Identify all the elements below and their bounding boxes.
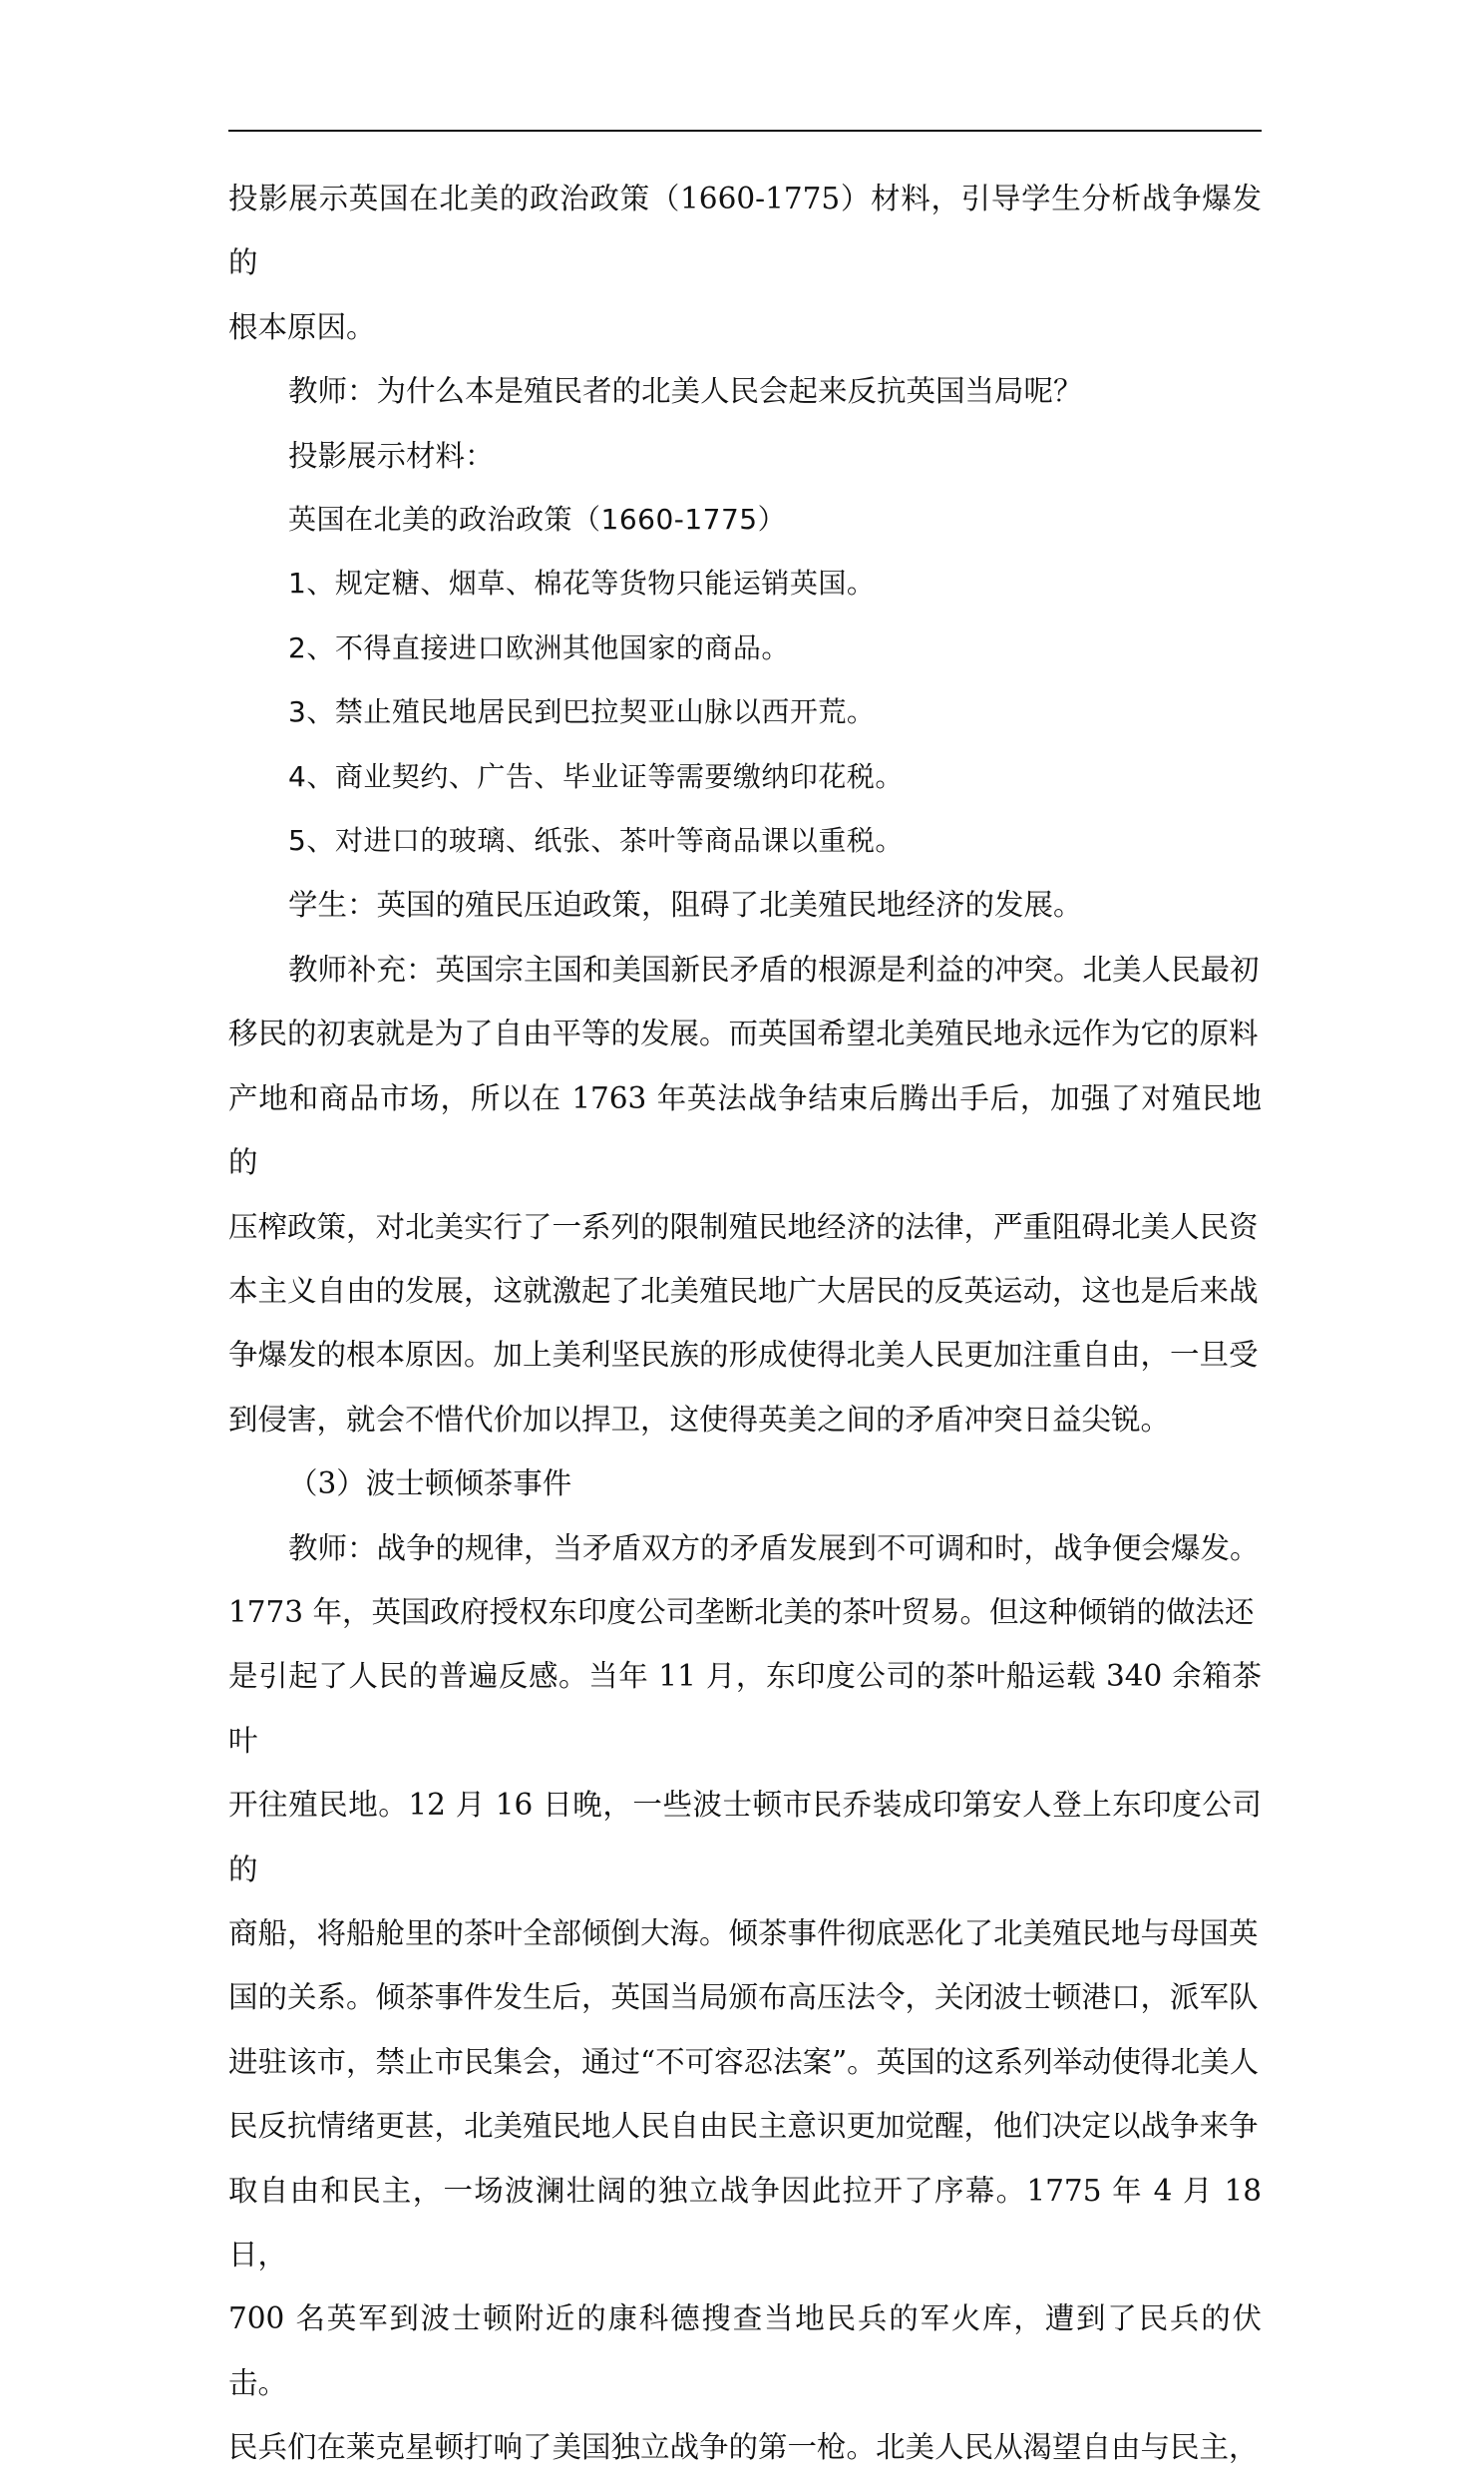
text-line: 取自由和民主，一场波澜壮阔的独立战争因此拉开了序幕。1775 年 4 月 18 日， bbox=[228, 2173, 1262, 2272]
paragraph-intro bbox=[228, 167, 1262, 359]
material-item-5 bbox=[228, 809, 1262, 873]
text-line: 民兵们在莱克星顿打响了美国独立战争的第一枪。北美人民从渴望自由与民主， bbox=[228, 2430, 1259, 2465]
text-line: 进驻该市，禁止市民集会，通过“不可容忍法案”。英国的这系列举动使得北美人 bbox=[228, 2044, 1260, 2079]
text-line: 1773 年，英国政府授权东印度公司垄断北美的茶叶贸易。但这种倾销的做法还 bbox=[228, 1594, 1255, 1629]
text-line: 到侵害，就会不惜代价加以捍卫，这使得英美之间的矛盾冲突日益尖锐。 bbox=[228, 1402, 1171, 1437]
text-line: 1、规定糖、烟草、棉花等货物只能运销英国。 bbox=[288, 567, 876, 601]
text-line: 教师补充：英国宗主国和美国新民矛盾的根源是利益的冲突。北美人民最初 bbox=[288, 952, 1260, 987]
text-line: 教师：战争的规律，当矛盾双方的矛盾发展到不可调和时，战争便会爆发。 bbox=[288, 1530, 1260, 1565]
material-item-3 bbox=[228, 680, 1262, 744]
text-line: 3、禁止殖民地居民到巴拉契亚山脉以西开荒。 bbox=[288, 695, 876, 729]
material-item-1 bbox=[228, 552, 1262, 616]
text-line: 移民的初衷就是为了自由平等的发展。而英国希望北美殖民地永远作为它的原料 bbox=[228, 1017, 1259, 1051]
text-line: 2、不得直接进口欧洲其他国家的商品。 bbox=[288, 630, 790, 664]
material-item-2 bbox=[228, 617, 1262, 680]
text-line: （3）波士顿倾茶事件 bbox=[288, 1466, 572, 1501]
document-body bbox=[228, 167, 1262, 2480]
text-line: 是引起了人民的普遍反感。当年 11 月，东印度公司的茶叶船运载 340 余箱茶叶 bbox=[228, 1659, 1262, 1758]
text-line: 4、商业契约、广告、毕业证等需要缴纳印花税。 bbox=[288, 759, 904, 793]
text-line: 民反抗情绪更甚，北美殖民地人民自由民主意识更加觉醒，他们决定以战争来争 bbox=[228, 2109, 1259, 2144]
text-line: 5、对进口的玻璃、纸张、茶叶等商品课以重税。 bbox=[288, 824, 904, 858]
header-rule bbox=[228, 130, 1262, 132]
text-line: 投影展示英国在北美的政治政策（1660-1775）材料，引导学生分析战争爆发的 bbox=[228, 182, 1262, 280]
material-title bbox=[228, 488, 1262, 552]
text-line: 压榨政策，对北美实行了一系列的限制殖民地经济的法律，严重阻碍北美人民资 bbox=[228, 1209, 1259, 1244]
text-line: 开往殖民地。12 月 16 日晚，一些波士顿市民乔装成印第安人登上东印度公司的 bbox=[228, 1788, 1262, 1886]
text-line: 教师：为什么本是殖民者的北美人民会起来反抗英国当局呢？ bbox=[288, 374, 1083, 409]
section-heading-boston-tea-party bbox=[228, 1451, 1262, 1515]
paragraph-student-answer bbox=[228, 873, 1262, 937]
paragraph-material-intro bbox=[228, 424, 1262, 488]
text-line: 700 名英军到波士顿附近的康科德搜查当地民兵的军火库，遭到了民兵的伏击。 bbox=[228, 2301, 1262, 2400]
text-line: 本主义自由的发展，这就激起了北美殖民地广大居民的反英运动，这也是后来战 bbox=[228, 1273, 1259, 1308]
text-line: 产地和商品市场，所以在 1763 年英法战争结束后腾出手后，加强了对殖民地的 bbox=[228, 1080, 1262, 1180]
text-line: 学生：英国的殖民压迫政策，阻碍了北美殖民地经济的发展。 bbox=[288, 888, 1083, 923]
text-line: 争爆发的根本原因。加上美利坚民族的形成使得北美人民更加注重自由，一旦受 bbox=[228, 1338, 1259, 1373]
paragraph-teacher-war bbox=[228, 1516, 1262, 2480]
text-line: 投影展示材料： bbox=[288, 438, 495, 473]
text-line: 根本原因。 bbox=[228, 309, 376, 344]
material-item-4 bbox=[228, 745, 1262, 809]
text-line: 英国在北美的政治政策（1660-1775） bbox=[288, 503, 787, 537]
text-line: 国的关系。倾茶事件发生后，英国当局颁布高压法令，关闭波士顿港口，派军队 bbox=[228, 1980, 1259, 2015]
paragraph-teacher-supplement bbox=[228, 938, 1262, 1451]
text-line: 商船，将船舱里的茶叶全部倾倒大海。倾茶事件彻底恶化了北美殖民地与母国英 bbox=[228, 1915, 1259, 1950]
paragraph-teacher-question bbox=[228, 359, 1262, 423]
